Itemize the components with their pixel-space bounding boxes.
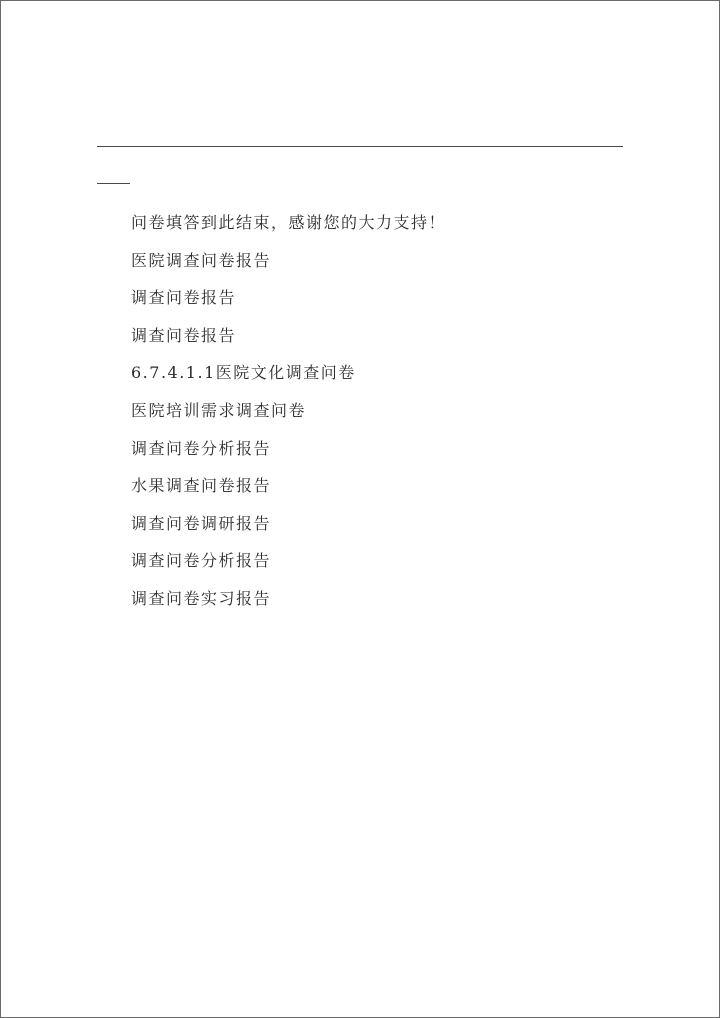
related-title-line: 调查问卷调研报告 xyxy=(131,513,272,533)
closing-thanks-line: 问卷填答到此结束，感谢您的大力支持！ xyxy=(131,213,447,232)
related-title-line: 调查问卷报告 xyxy=(131,288,237,308)
related-title-line: 调查问卷分析报告 xyxy=(131,551,272,571)
fill-in-blank-line xyxy=(97,146,623,147)
related-title-line: 调查问卷实习报告 xyxy=(131,588,272,608)
related-title-line: 调查问卷报告 xyxy=(131,325,237,345)
fill-in-blank-line-end xyxy=(97,183,130,184)
related-title-line: 医院培训需求调查问卷 xyxy=(131,400,307,420)
related-title-line: 6.7.4.1.1医院文化调查问卷 xyxy=(131,363,356,383)
text-lines xyxy=(131,211,446,625)
related-title-line: 水果调查问卷报告 xyxy=(131,476,272,496)
related-title-line: 调查问卷分析报告 xyxy=(131,438,272,458)
related-title-line: 医院调查问卷报告 xyxy=(131,250,272,270)
